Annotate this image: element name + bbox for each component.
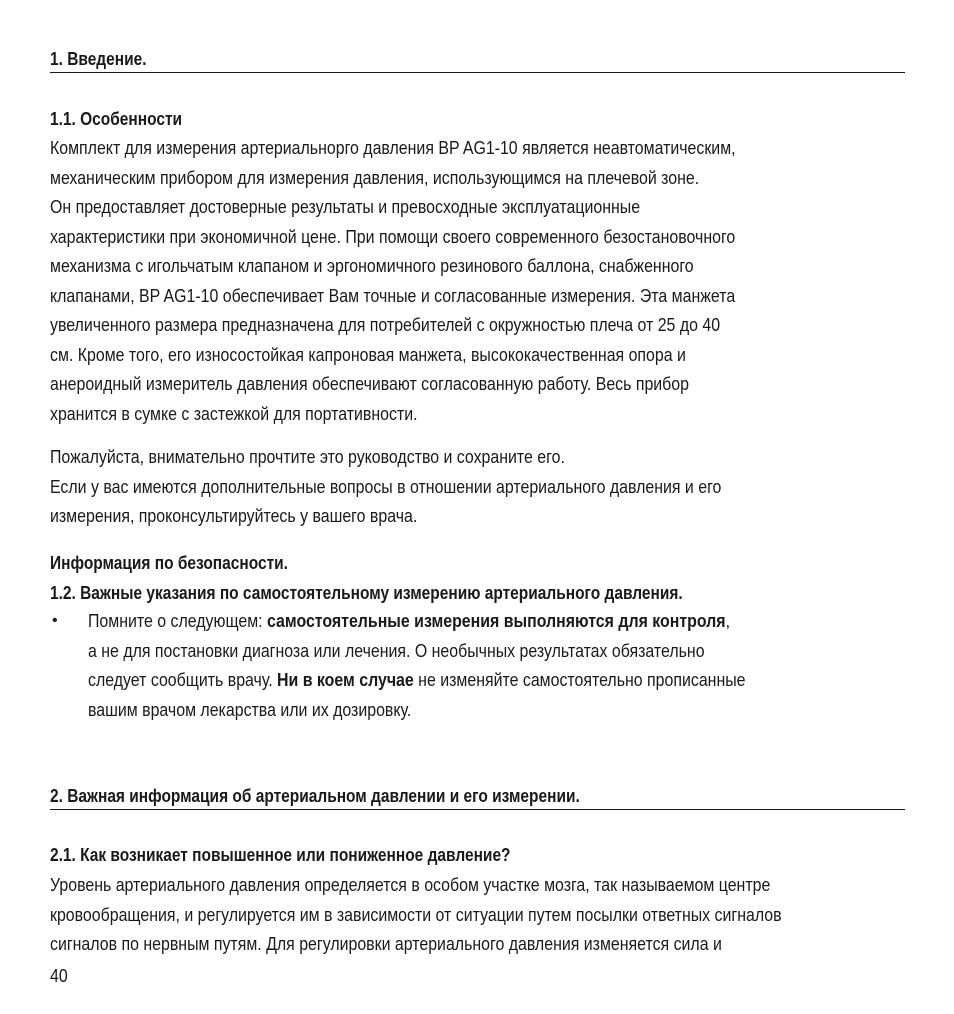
section-1-heading: 1. Введение.	[50, 48, 905, 73]
text-line: анероидный измеритель давления обеспечивают согласованную работу. Весь прибор	[50, 373, 689, 394]
page-number: 40	[50, 965, 68, 986]
text-line: хранится в сумке с застежкой для портативности.	[50, 402, 418, 424]
safety-info-heading: Информация по безопасности.	[50, 553, 288, 573]
bold-emphasis: Ни в коем случае	[277, 669, 414, 690]
text-line: Пожалуйста, внимательно прочтите это руководство и сохраните его.	[50, 446, 565, 467]
bold-emphasis: самостоятельные измерения выполняются для контроля	[266, 610, 726, 631]
text-line: клапанами, BP AG1-10 обеспечивает Вам точные и согласованные измерения. Эта манжета	[50, 284, 736, 306]
text-line: Уровень артериального давления определяется в особом участке мозга, так называемом центре	[50, 874, 771, 895]
text-line: Если у вас имеются дополнительные вопросы в отношении артериального давления и его	[50, 475, 722, 497]
text-line: характеристики при экономичной цене. При помощи своего современного безостановочного	[50, 225, 736, 247]
text-line: сигналов по нервным путям. Для регулировки артериального давления изменяется сила и	[50, 933, 722, 954]
bullet-item	[88, 606, 853, 724]
text-line: а не для постановки диагноза или лечения. О необычных результатах обязательно	[88, 639, 705, 661]
text-line: см. Кроме того, его износостойкая капроновая манжета, высококачественная опора и	[50, 343, 686, 365]
text-line: увеличенного размера предназначена для потребителей с окружностью плеча от 25 до 40	[50, 314, 721, 335]
section-2-heading: 2. Важная информация об артериальном давлении и его измерении.	[50, 785, 905, 810]
subsection-2-1-heading: 2.1. Как возникает повышенное или пониженное давление?	[50, 845, 511, 865]
text-line: механическим прибором для измерения давления, использующимся на плечевой зоне.	[50, 166, 700, 188]
text-line: Он предоставляет достоверные результаты и превосходные эксплуатационные	[50, 196, 641, 217]
text-line: измерения, проконсультируйтесь у вашего врача.	[50, 505, 418, 526]
subsection-1-1-heading: 1.1. Особенности	[50, 109, 183, 129]
text-line: вашим врачом лекарства или их дозировку.	[88, 698, 412, 720]
blood-pressure-paragraph	[50, 870, 901, 959]
text-line: механизма с игольчатым клапаном и эргономичного резинового баллона, снабженного	[50, 255, 694, 276]
features-paragraph	[50, 133, 847, 428]
bullet-symbol: •	[52, 612, 58, 629]
text-line: Помните о следующем: самостоятельные измерения выполняются для контроля,	[88, 610, 731, 631]
reading-note-paragraph	[50, 442, 831, 531]
text-line: следует сообщить врачу. Ни в коем случае не изменяйте самостоятельно прописанные	[88, 669, 746, 690]
text-line: Комплект для измерения артериальнорго давления BP AG1-10 является неавтоматическим,	[50, 137, 736, 158]
text-line: кровообращения, и регулируется им в зависимости от ситуации путем посылки ответных сигналов	[50, 903, 782, 925]
subsection-1-2-heading: 1.2. Важные указания по самостоятельному измерению артериального давления.	[50, 583, 683, 603]
